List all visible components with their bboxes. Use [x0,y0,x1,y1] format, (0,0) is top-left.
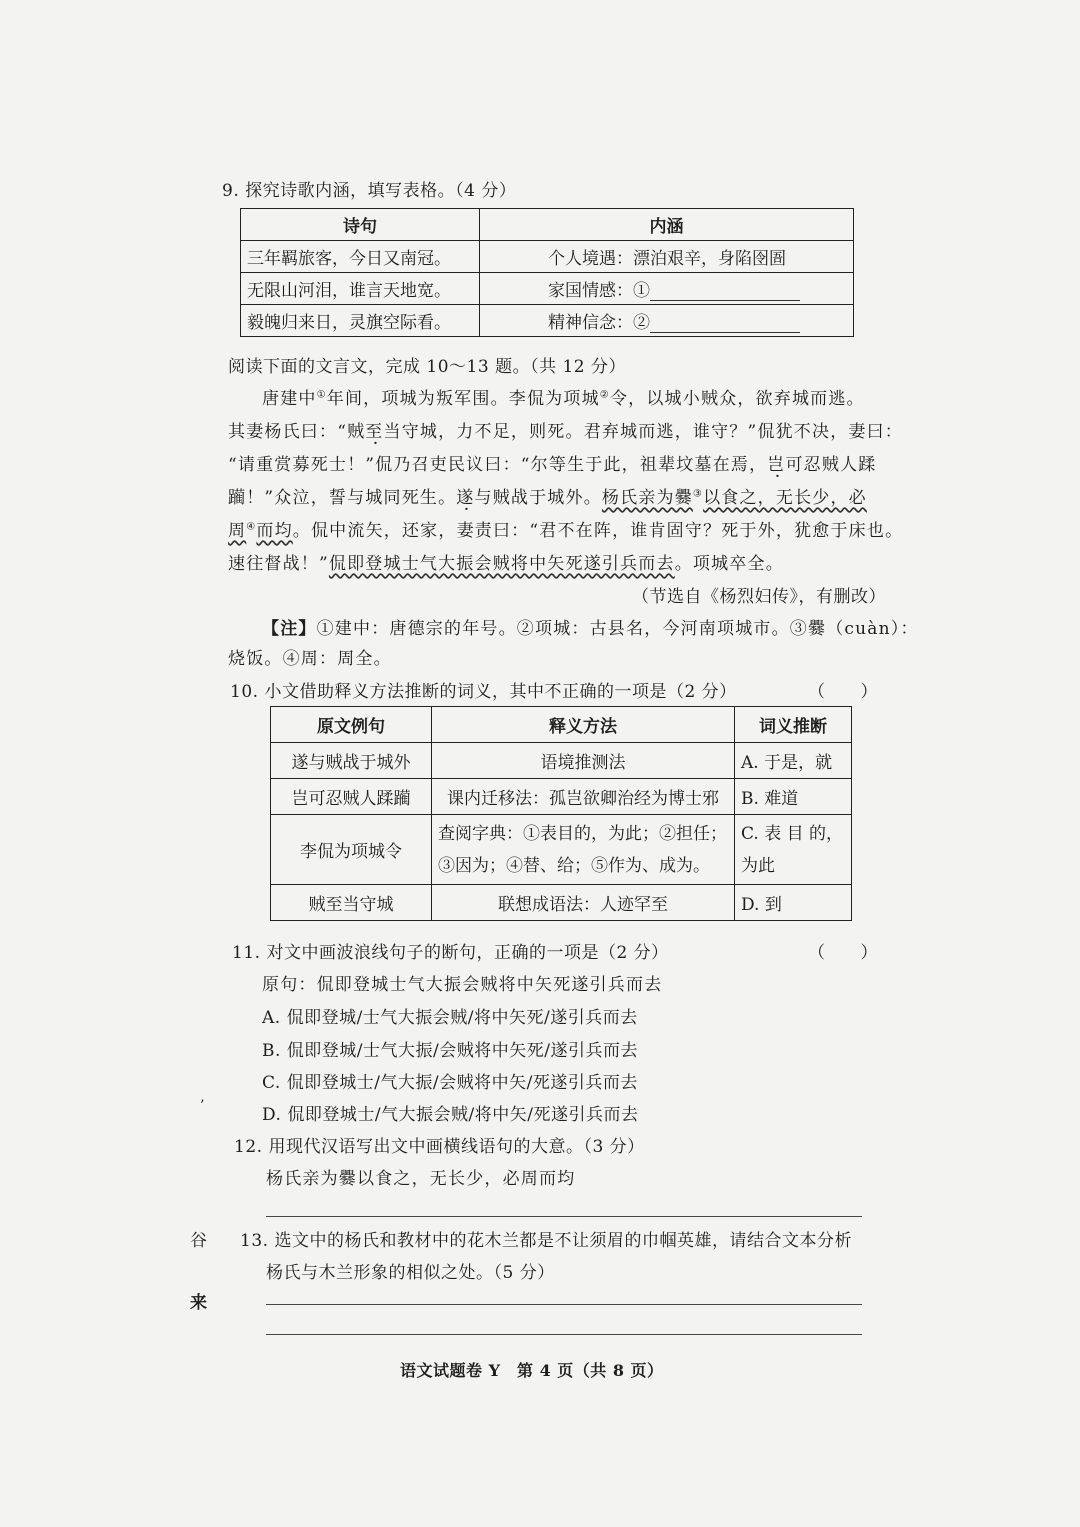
q12-sentence: 杨氏亲为爨以食之，无长少，必周而均 [266,1169,576,1189]
q10-method: 课内迁移法：孤岂欲卿治经为博士邪 [432,779,735,815]
q10-method-cell [432,815,735,885]
q9-header-meaning: 内涵 [480,209,854,241]
reading-intro: 阅读下面的文言文，完成 10～13 题。（共 12 分） [228,357,627,377]
q10-sentence: 岂可忍贼人蹂躏 [271,779,432,815]
answer-blank-2[interactable] [650,316,800,333]
q10-method: 查阅字典：①表目的，为此；②担任； [438,823,727,844]
q11-original: 原句：侃即登城士气大振会贼将中矢死遂引兵而去 [262,975,663,995]
q11-option-c[interactable]: C. 侃即登城士/气大振/会贼将中矢/死遂引兵而去 [262,1073,638,1093]
page-footer: 语文试题卷 Y 第 4 页（共 8 页） [400,1361,664,1380]
passage-line-3 [228,450,876,475]
passage-text: 速往督战！” [228,554,329,574]
table-row [241,241,854,273]
passage-line-2 [228,417,903,442]
passage-text: “请重赏募死士！”侃乃召吏民议曰：“尔等生于此，祖辈坟墓在焉， [228,455,768,475]
note-text: ①建中：唐德宗的年号。②项城：古县名，今河南项城市。③爨（cuàn）： [316,619,919,639]
q9-stem: 9. 探究诗歌内涵，填写表格。（4 分） [222,181,517,201]
q11-answer-bracket[interactable]: （ ） [808,943,878,963]
q11-stem: 11. 对文中画波浪线句子的断句，正确的一项是（2 分） [232,943,669,963]
table-row [241,273,854,305]
underlined-sentence: 而均 [256,521,293,541]
passage-text: 。项城卒全。 [674,554,784,574]
q9-meaning: 家国情感：① [548,281,650,301]
q9-verse: 毅魄归来日，灵旗空际看。 [241,305,480,337]
q11-option-d[interactable]: D. 侃即登城士/气大振会贼/将中矢/死遂引兵而去 [262,1105,639,1125]
q10-answer-bracket[interactable]: （ ） [808,682,878,702]
note-ref: ④ [246,521,257,533]
q10-option-cell [735,815,852,885]
passage-text: 年间，项城为叛军围。李侃为项城 [326,389,600,409]
table-row [241,305,854,337]
q13-stem-line2: 杨氏与木兰形象的相似之处。（5 分） [266,1263,555,1283]
passage-notes-line2: 烧饭。④周：周全。 [228,649,392,669]
q9-meaning-cell [480,273,854,305]
table-row [271,743,852,779]
q9-meaning-cell [480,305,854,337]
q12-answer-line[interactable] [266,1216,862,1217]
q13-stem: 13. 选文中的杨氏和教材中的花木兰都是不让须眉的巾帼英雄，请结合文本分析 [240,1231,852,1251]
q10-header: 释义方法 [432,707,735,743]
passage-text: 唐建中 [262,389,317,409]
note-ref: ① [316,389,327,401]
dotted-char: 遂 [456,488,475,508]
margin-mark: 来 [190,1293,207,1313]
q10-method: ③因为；④替、给；⑤作为、成为。 [438,855,710,876]
note-ref: ② [599,389,610,401]
q12-stem: 12. 用现代汉语写出文中画横线语句的大意。（3 分） [234,1137,645,1157]
table-row [271,779,852,815]
passage-text: 令，以城小贼众，欲弃城而逃。 [609,389,865,409]
passage-text: 躏！”众泣，誓与城同死生。 [228,488,457,508]
q9-meaning: 个人境遇：漂泊艰辛，身陷囹圄 [480,241,854,273]
q13-answer-line-1[interactable] [266,1304,862,1305]
passage-notes [262,614,919,639]
q11-option-b[interactable]: B. 侃即登城/士气大振/会贼将中矢死/遂引兵而去 [262,1041,638,1061]
passage-line-6 [228,549,784,574]
q9-table [240,208,854,337]
passage-text: 其妻杨氏曰：“贼 [228,422,366,442]
q10-option: C. 表 目 的， [741,823,844,844]
q10-method: 语境推测法 [432,743,735,779]
passage-line-4 [228,483,867,508]
wavy-underlined-sentence: 侃即登城士气大振会贼将中矢死遂引兵而去 [328,554,675,574]
passage-text: 。侃中流矢，还家，妻责曰：“君不在阵，谁肯固守？死于外，犹愈于床也。 [292,521,904,541]
underlined-sentence: 杨氏亲为爨 [601,488,693,508]
q9-header-verse: 诗句 [241,209,480,241]
dotted-char: 至 [365,422,384,442]
answer-blank-1[interactable] [650,284,800,301]
q10-stem: 10. 小文借助释义方法推断的词义，其中不正确的一项是（2 分） [230,682,737,702]
q10-sentence: 李侃为项城令 [271,815,432,885]
dotted-char: 岂 [767,455,786,475]
q11-option-a[interactable]: A. 侃即登城/士气大振会贼/将中矢死/遂引兵而去 [262,1008,638,1028]
q10-table [270,706,852,921]
table-row [271,885,852,921]
passage-line-1 [262,384,865,409]
passage-text: 当守城，力不足，则死。君弃城而逃，谁守？”侃犹不决，妻曰： [383,422,903,442]
q10-option: 为此 [741,855,775,876]
passage-text: 可忍贼人蹂 [785,455,877,475]
margin-mark: ’ [200,1098,205,1114]
margin-mark: 谷 [190,1231,207,1251]
note-label: 【注】 [262,619,317,639]
q10-sentence: 遂与贼战于城外 [271,743,432,779]
note-ref: ③ [692,488,704,500]
q9-verse: 无限山河泪，谁言天地宽。 [241,273,480,305]
q10-option: D. 到 [735,885,852,921]
passage-source: （节选自《杨烈妇传》，有删改） [632,587,886,607]
q10-header: 词义推断 [735,707,852,743]
passage-line-5 [228,516,903,541]
passage-text: 与贼战于城外。 [474,488,602,508]
q10-method: 联想成语法：人迹罕至 [432,885,735,921]
q10-option: A. 于是，就 [735,743,852,779]
q9-meaning: 精神信念：② [548,313,650,333]
table-row [271,815,852,885]
q9-verse: 三年羁旅客，今日又南冠。 [241,241,480,273]
underlined-sentence: 以食之，无长少，必 [703,488,867,508]
q13-answer-line-2[interactable] [266,1334,862,1335]
q10-sentence: 贼至当守城 [271,885,432,921]
q10-header: 原文例句 [271,707,432,743]
q10-option: B. 难道 [735,779,852,815]
underlined-sentence: 周 [228,521,247,541]
